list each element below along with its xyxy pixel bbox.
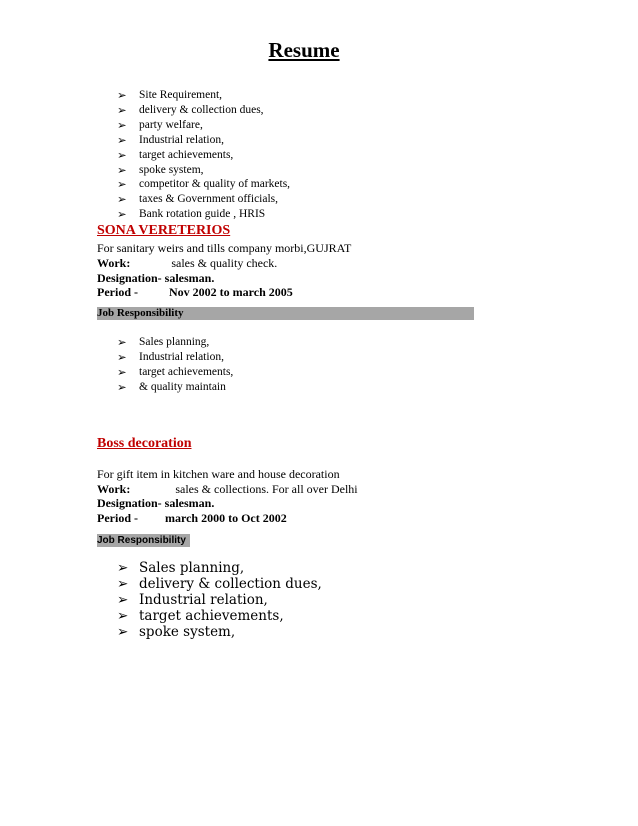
list-item-text: delivery & collection dues, (139, 103, 264, 116)
list-item (117, 177, 290, 192)
list-item-text: Sales planning, (139, 336, 210, 348)
company-description: For sanitary weirs and tills company morbi,GUJRAT (97, 241, 352, 255)
list-item-text: target achievements, (139, 608, 284, 624)
arrow-bullet-icon: ➢ (117, 576, 129, 592)
list-item-text: Bank rotation guide , HRIS (139, 208, 266, 221)
list-item-text: competitor & quality of markets, (139, 178, 291, 191)
list-item (117, 560, 322, 576)
arrow-bullet-icon: ➢ (117, 132, 127, 147)
period-label: Period - (97, 511, 138, 525)
list-item (117, 576, 322, 592)
list-item (117, 608, 322, 624)
arrow-bullet-icon: ➢ (117, 88, 127, 102)
list-item (117, 624, 322, 640)
period-label: Period - (97, 285, 138, 299)
arrow-bullet-icon: ➢ (117, 162, 127, 177)
list-item-text: Site Requirement, (139, 89, 223, 101)
arrow-bullet-icon: ➢ (117, 192, 127, 207)
arrow-bullet-icon: ➢ (117, 102, 127, 117)
list-item (117, 335, 233, 350)
arrow-bullet-icon: ➢ (117, 560, 129, 576)
page-title: Resume (268, 38, 340, 62)
designation-label: Designation- (97, 271, 162, 285)
company-name-boss-decoration: Boss decoration (97, 436, 192, 451)
arrow-bullet-icon: ➢ (117, 592, 129, 608)
work-line (97, 256, 277, 271)
arrow-bullet-icon: ➢ (117, 147, 127, 162)
work-value: sales & collections. For all over Delhi (175, 482, 358, 496)
job2-responsibility-list (117, 560, 322, 640)
job-responsibility-heading: Job Responsibility (97, 307, 474, 320)
period-value: march 2000 to Oct 2002 (165, 511, 287, 525)
job1-responsibility-list (117, 335, 233, 395)
list-item (117, 207, 290, 222)
list-item (117, 365, 233, 380)
period-value: Nov 2002 to march 2005 (169, 285, 293, 299)
list-item-text: target achievements, (139, 148, 234, 161)
list-item (117, 192, 290, 207)
list-item-text: delivery & collection dues, (139, 576, 322, 592)
list-item (117, 133, 290, 148)
designation-value: salesman. (164, 496, 215, 510)
designation-line (97, 271, 214, 286)
job-responsibility-heading: Job Responsibility (97, 534, 190, 547)
list-item (117, 88, 290, 103)
list-item-text: Industrial relation, (139, 350, 224, 363)
list-item-text: target achievements, (139, 365, 234, 378)
list-item-text: & quality maintain (139, 380, 226, 393)
work-label: Work: (97, 482, 131, 496)
list-item (117, 163, 290, 178)
list-item (117, 350, 233, 365)
top-skills-list (117, 88, 290, 222)
period-line (97, 511, 287, 526)
arrow-bullet-icon: ➢ (117, 117, 127, 132)
arrow-bullet-icon: ➢ (117, 335, 127, 349)
period-line (97, 285, 293, 300)
list-item (117, 103, 290, 118)
arrow-bullet-icon: ➢ (117, 624, 129, 640)
designation-label: Designation- (97, 496, 162, 510)
arrow-bullet-icon: ➢ (117, 608, 129, 624)
list-item-text: spoke system, (139, 624, 236, 640)
work-line (97, 482, 358, 497)
arrow-bullet-icon: ➢ (117, 207, 127, 222)
list-item-text: party welfare, (139, 118, 203, 131)
list-item (117, 118, 290, 133)
company-name-sona-vereterios: SONA VERETERIOS (97, 223, 231, 238)
arrow-bullet-icon: ➢ (117, 379, 127, 394)
designation-value: salesman. (164, 271, 215, 285)
designation-line (97, 496, 214, 511)
arrow-bullet-icon: ➢ (117, 364, 127, 379)
list-item-text: Sales planning, (139, 560, 245, 576)
work-label: Work: (97, 256, 131, 270)
arrow-bullet-icon: ➢ (117, 349, 127, 364)
work-value: sales & quality check. (171, 256, 278, 270)
arrow-bullet-icon: ➢ (117, 177, 127, 192)
company-description: For gift item in kitchen ware and house decoration (97, 467, 340, 481)
list-item-text: taxes & Government officials, (139, 193, 279, 206)
list-item (117, 380, 233, 395)
list-item-text: Industrial relation, (139, 592, 268, 608)
list-item (117, 592, 322, 608)
list-item (117, 148, 290, 163)
list-item-text: spoke system, (139, 163, 204, 176)
list-item-text: Industrial relation, (139, 133, 224, 146)
